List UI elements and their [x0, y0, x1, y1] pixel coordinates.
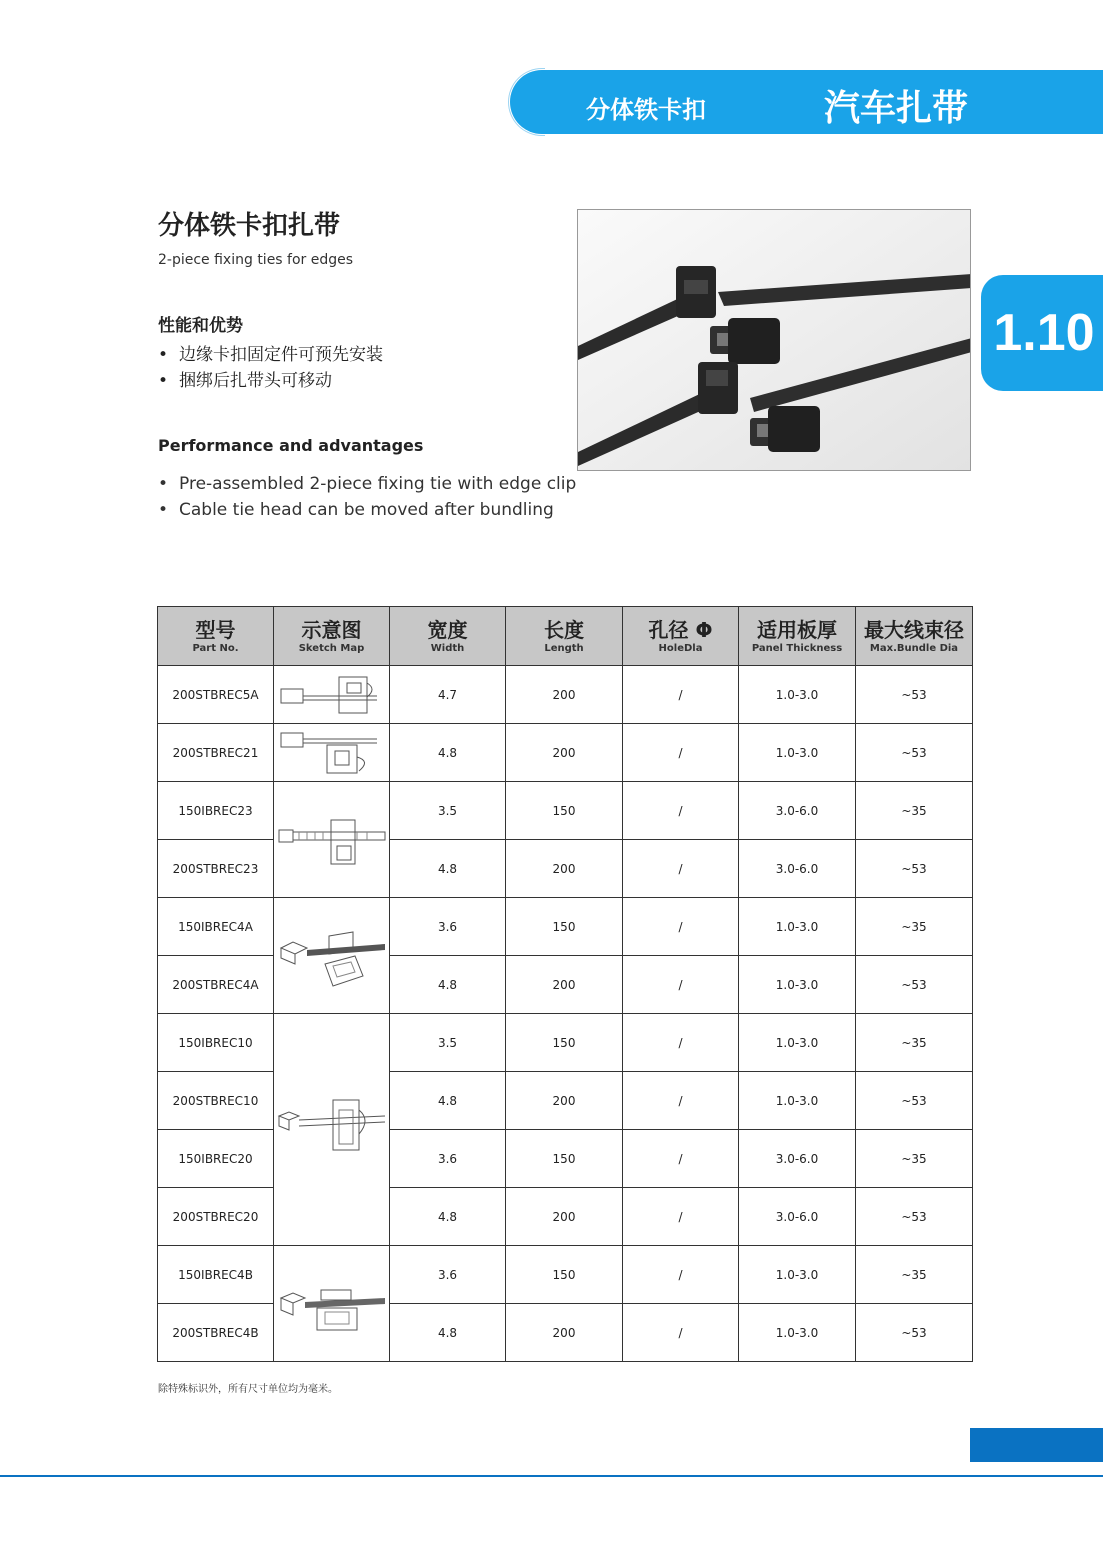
bundle-dia-cell: ~35: [856, 782, 973, 840]
panel-thickness-cell: 1.0-3.0: [739, 666, 856, 724]
bundle-dia-cell: ~53: [856, 1304, 973, 1362]
footer-divider: [0, 1475, 1103, 1477]
length-cell: 200: [506, 1072, 623, 1130]
sketch-cell: [274, 782, 390, 898]
panel-thickness-cell: 1.0-3.0: [739, 1246, 856, 1304]
part-no-cell: 200STBREC4A: [158, 956, 274, 1014]
panel-thickness-cell: 3.0-6.0: [739, 1188, 856, 1246]
spec-table: [157, 606, 973, 1362]
header-hole-dia: 孔径 Φ HoleDla: [623, 607, 739, 666]
hole-dia-cell: /: [623, 1014, 739, 1072]
performance-heading-zh: 性能和优势: [158, 316, 243, 336]
header-part-no: 型号 Part No.: [158, 607, 274, 666]
table-row: [158, 782, 973, 840]
panel-thickness-cell: 3.0-6.0: [739, 1130, 856, 1188]
product-title-zh: 分体铁卡扣扎带: [158, 211, 341, 241]
hole-dia-cell: /: [623, 956, 739, 1014]
panel-thickness-cell: 1.0-3.0: [739, 1304, 856, 1362]
panel-thickness-cell: 1.0-3.0: [739, 724, 856, 782]
panel-thickness-cell: 1.0-3.0: [739, 1014, 856, 1072]
table-row: [158, 724, 973, 782]
sketch-cell: [274, 666, 390, 724]
bundle-dia-cell: ~53: [856, 666, 973, 724]
width-cell: 3.5: [390, 782, 506, 840]
panel-thickness-cell: 3.0-6.0: [739, 840, 856, 898]
width-cell: 3.5: [390, 1014, 506, 1072]
list-item: • 边缘卡扣固定件可预先安装: [158, 342, 383, 368]
performance-list-en: [158, 471, 576, 523]
cable-tie-photo-illustration: [578, 210, 971, 471]
bundle-dia-cell: ~53: [856, 1188, 973, 1246]
length-cell: 200: [506, 666, 623, 724]
part-no-cell: 200STBREC23: [158, 840, 274, 898]
width-cell: 3.6: [390, 898, 506, 956]
edge-clip-sketch-icon: [277, 727, 387, 779]
hole-dia-cell: /: [623, 1072, 739, 1130]
header-width: 宽度 Width: [390, 607, 506, 666]
header-sketch-map: 示意图 Sketch Map: [274, 607, 390, 666]
length-cell: 200: [506, 1188, 623, 1246]
header-subtitle: 分体铁卡扣: [586, 96, 706, 124]
footnote: 除特殊标识外，所有尺寸单位均为毫米。: [158, 1384, 338, 1395]
hole-dia-cell: /: [623, 898, 739, 956]
edge-clip-sketch-icon: [277, 1070, 387, 1190]
bundle-dia-cell: ~53: [856, 724, 973, 782]
length-cell: 200: [506, 956, 623, 1014]
width-cell: 4.7: [390, 666, 506, 724]
hole-dia-cell: /: [623, 1304, 739, 1362]
bundle-dia-cell: ~35: [856, 898, 973, 956]
header-panel-thickness: 适用板厚 Panel Thickness: [739, 607, 856, 666]
hole-dia-cell: /: [623, 1246, 739, 1304]
length-cell: 150: [506, 1130, 623, 1188]
hole-dia-cell: /: [623, 666, 739, 724]
page-marker: [970, 1428, 1103, 1462]
part-no-cell: 150IBREC10: [158, 1014, 274, 1072]
hole-dia-cell: /: [623, 1188, 739, 1246]
hole-dia-cell: /: [623, 724, 739, 782]
product-title-en: 2-piece fixing ties for edges: [158, 252, 354, 268]
hole-dia-cell: /: [623, 1130, 739, 1188]
bundle-dia-cell: ~53: [856, 1072, 973, 1130]
width-cell: 4.8: [390, 956, 506, 1014]
panel-thickness-cell: 1.0-3.0: [739, 1072, 856, 1130]
length-cell: 200: [506, 1304, 623, 1362]
panel-thickness-cell: 3.0-6.0: [739, 782, 856, 840]
width-cell: 4.8: [390, 840, 506, 898]
list-item: • Cable tie head can be moved after bundling: [158, 497, 576, 523]
part-no-cell: 200STBREC21: [158, 724, 274, 782]
bundle-dia-cell: ~35: [856, 1246, 973, 1304]
width-cell: 3.6: [390, 1130, 506, 1188]
product-photo: [577, 209, 971, 471]
length-cell: 150: [506, 1246, 623, 1304]
edge-clip-sketch-icon: [277, 906, 387, 1006]
length-cell: 150: [506, 782, 623, 840]
performance-heading-en: Performance and advantages: [158, 436, 424, 455]
part-no-cell: 200STBREC20: [158, 1188, 274, 1246]
table-header-row: [158, 607, 973, 666]
width-cell: 4.8: [390, 1072, 506, 1130]
width-cell: 4.8: [390, 724, 506, 782]
performance-list-zh: [158, 342, 383, 394]
table-row: [158, 1014, 973, 1072]
header-max-bundle-dia: 最大线束径 Max.Bundle Dia: [856, 607, 973, 666]
part-no-cell: 150IBREC4A: [158, 898, 274, 956]
panel-thickness-cell: 1.0-3.0: [739, 898, 856, 956]
hole-dia-cell: /: [623, 840, 739, 898]
header-length: 长度 Length: [506, 607, 623, 666]
length-cell: 150: [506, 898, 623, 956]
part-no-cell: 150IBREC20: [158, 1130, 274, 1188]
part-no-cell: 200STBREC5A: [158, 666, 274, 724]
edge-clip-sketch-icon: [277, 790, 387, 890]
list-item: • 捆绑后扎带头可移动: [158, 368, 383, 394]
sketch-cell: [274, 1246, 390, 1362]
table-row: [158, 1246, 973, 1304]
table-row: [158, 666, 973, 724]
width-cell: 4.8: [390, 1188, 506, 1246]
bundle-dia-cell: ~35: [856, 1014, 973, 1072]
bundle-dia-cell: ~53: [856, 956, 973, 1014]
panel-thickness-cell: 1.0-3.0: [739, 956, 856, 1014]
length-cell: 200: [506, 724, 623, 782]
width-cell: 3.6: [390, 1246, 506, 1304]
bundle-dia-cell: ~53: [856, 840, 973, 898]
part-no-cell: 200STBREC10: [158, 1072, 274, 1130]
sketch-cell: [274, 898, 390, 1014]
width-cell: 4.8: [390, 1304, 506, 1362]
table-row: [158, 898, 973, 956]
part-no-cell: 150IBREC23: [158, 782, 274, 840]
header-title: 汽车扎带: [824, 88, 969, 129]
length-cell: 200: [506, 840, 623, 898]
part-no-cell: 150IBREC4B: [158, 1246, 274, 1304]
bundle-dia-cell: ~35: [856, 1130, 973, 1188]
list-item: • Pre-assembled 2-piece fixing tie with edge clip: [158, 471, 576, 497]
edge-clip-sketch-icon: [277, 1254, 387, 1354]
header-band: [510, 70, 1103, 134]
part-no-cell: 200STBREC4B: [158, 1304, 274, 1362]
sketch-cell: [274, 724, 390, 782]
section-number: 1.10: [981, 275, 1103, 391]
edge-clip-sketch-icon: [277, 669, 387, 721]
hole-dia-cell: /: [623, 782, 739, 840]
length-cell: 150: [506, 1014, 623, 1072]
sketch-cell: [274, 1014, 390, 1246]
